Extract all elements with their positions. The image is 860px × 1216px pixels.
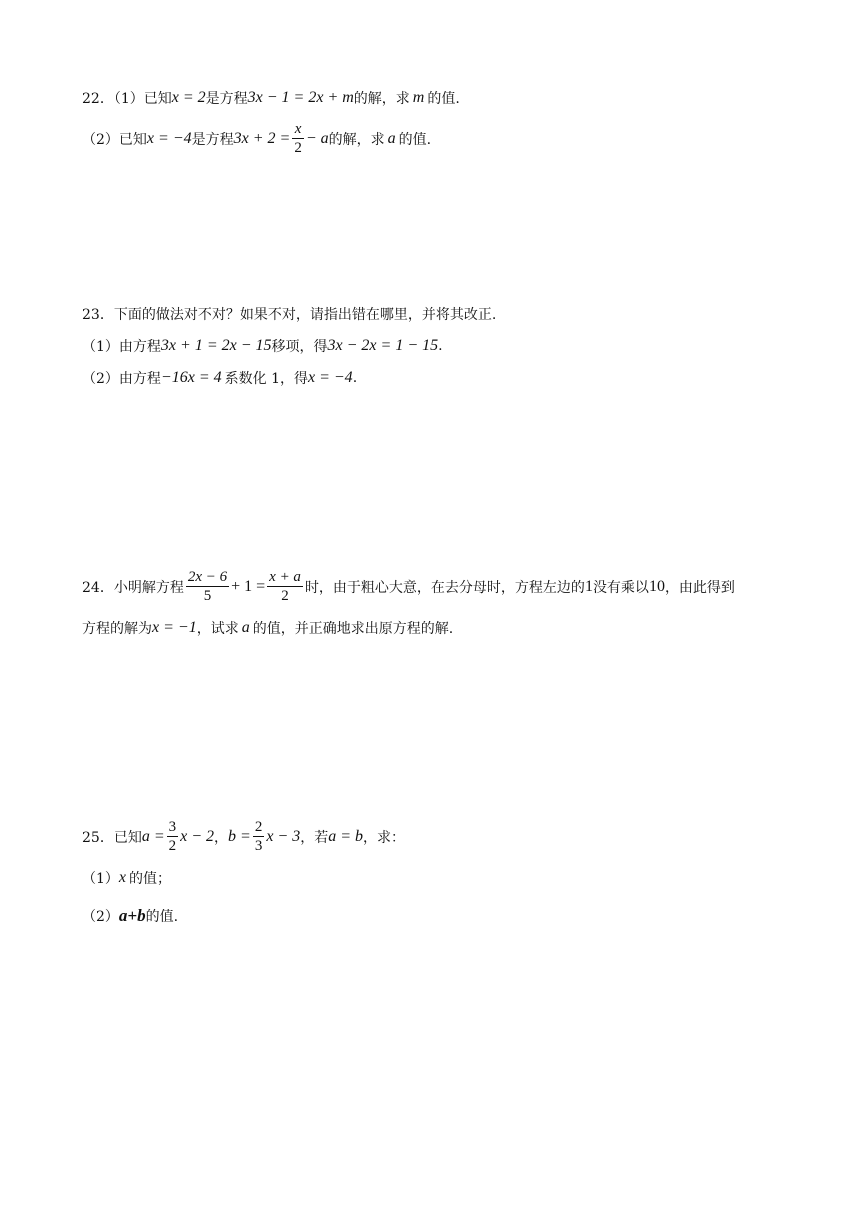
q25-part2-end: 的值.	[145, 909, 179, 925]
q22-part2	[82, 120, 431, 157]
q24-line2-end: 的值，并正确地求出原方程的解.	[252, 621, 454, 637]
q24-line2-var: a	[241, 619, 250, 636]
q24-fraction-right	[267, 568, 303, 605]
q22-part2-eq-right: − a	[305, 129, 329, 147]
q25-a-fraction	[167, 818, 179, 855]
q25-part1-end: 的值；	[129, 871, 172, 887]
q25-part1-var: x	[118, 869, 127, 886]
q25-cond-end: ，求：	[363, 829, 406, 846]
q25-a-lhs: a =	[141, 827, 165, 845]
q22-part2-frac-num: x	[294, 121, 302, 137]
q25-b-rhs: x − 3	[266, 827, 301, 845]
q24-frac2-den: 2	[281, 588, 289, 604]
q23-part2-prefix: （2）由方程	[82, 371, 161, 387]
q24-frac1-den: 5	[203, 588, 212, 604]
q22-part1-given: x = 2	[171, 89, 206, 106]
q24-line2-eq: x = −1	[152, 619, 197, 636]
q23-part2-result: x = −4	[307, 369, 353, 386]
q23-title	[82, 304, 496, 324]
q25-prefix: 25．已知	[82, 829, 142, 846]
q24-line2-prefix: 方程的解为	[82, 621, 152, 637]
q22-part2-fraction	[292, 120, 304, 157]
q22-part1-prefix: 22．（1）已知	[82, 91, 172, 107]
q22-part1-end: 的值.	[427, 91, 460, 107]
q24-line2-mid: ，试求	[196, 621, 239, 637]
q22-part1-equation: 3x − 1 = 2x + m	[247, 89, 354, 106]
q25-line1	[82, 818, 405, 855]
q25-part1-prefix: （1）	[82, 871, 119, 887]
q22-part1	[82, 88, 460, 108]
q23-part2-mid: 系数化 1，得	[224, 371, 308, 387]
q25-b-fraction	[253, 818, 265, 855]
q22-part2-prefix: （2）已知	[82, 131, 147, 148]
q24-ten: 10	[648, 577, 665, 595]
q23-part1-end: .	[438, 338, 443, 354]
q22-part2-var: a	[387, 129, 396, 147]
q24-tail1: 时，由于粗心大意，在去分母时，方程左边的	[304, 579, 585, 596]
q23-part1-result: 3x − 2x = 1 − 15	[327, 337, 439, 354]
q24-tail3: ，由此得到	[664, 579, 735, 596]
q24-mid-eq: + 1 =	[231, 577, 266, 595]
q22-part2-mid: 是方程	[191, 131, 234, 148]
q25-a-rhs: x − 2	[180, 827, 215, 845]
q23-part1-mid: 移项，得	[271, 339, 328, 355]
q23-part1	[82, 336, 443, 356]
q25-part2	[82, 906, 178, 926]
q25-b-lhs: b =	[228, 827, 251, 845]
q25-part2-expr: a+b	[118, 906, 146, 925]
q25-a-frac-den: 2	[168, 838, 177, 854]
q22-part1-mid: 是方程	[205, 91, 248, 107]
q23-part2-end: .	[352, 370, 358, 386]
q24-fraction-left	[186, 568, 229, 605]
q24-tail2: 没有乘以	[592, 579, 649, 596]
q25-b-frac-den: 3	[254, 838, 263, 854]
q24-line2	[82, 618, 453, 638]
q23-part1-equation: 3x + 1 = 2x − 15	[160, 337, 272, 354]
q24-prefix: 24．小明解方程	[82, 579, 184, 596]
q25-cond-prefix: ，若	[300, 829, 329, 846]
q25-part2-prefix: （2）	[82, 909, 119, 925]
q22-part2-eq-left: 3x + 2 =	[233, 129, 291, 147]
q22-part1-var: m	[412, 89, 425, 106]
q23-title-text: 23．下面的做法对不对？如果不对，请指出错在哪里，并将其改正.	[82, 307, 497, 323]
q24-frac2-num: x + a	[269, 569, 301, 585]
q22-part2-tail: 的解，求	[328, 131, 385, 148]
q25-part1	[82, 868, 171, 888]
q25-b-frac-num: 2	[254, 819, 263, 835]
q22-part2-end: 的值.	[398, 131, 432, 148]
q23-part2	[82, 368, 357, 388]
q24-frac1-num: 2x − 6	[187, 569, 228, 585]
q22-part2-given: x = −4	[146, 129, 192, 147]
q25-condition: a = b	[328, 827, 364, 845]
q23-part2-equation: −16x = 4	[160, 369, 222, 386]
q24-line1	[82, 568, 735, 605]
q24-one: 1	[584, 577, 593, 595]
q22-part2-frac-den: 2	[294, 140, 302, 156]
q22-part1-tail: 的解，求	[353, 91, 410, 107]
q23-part1-prefix: （1）由方程	[82, 339, 161, 355]
q25-separator: ，	[214, 829, 229, 846]
q25-a-frac-num: 3	[168, 819, 177, 835]
